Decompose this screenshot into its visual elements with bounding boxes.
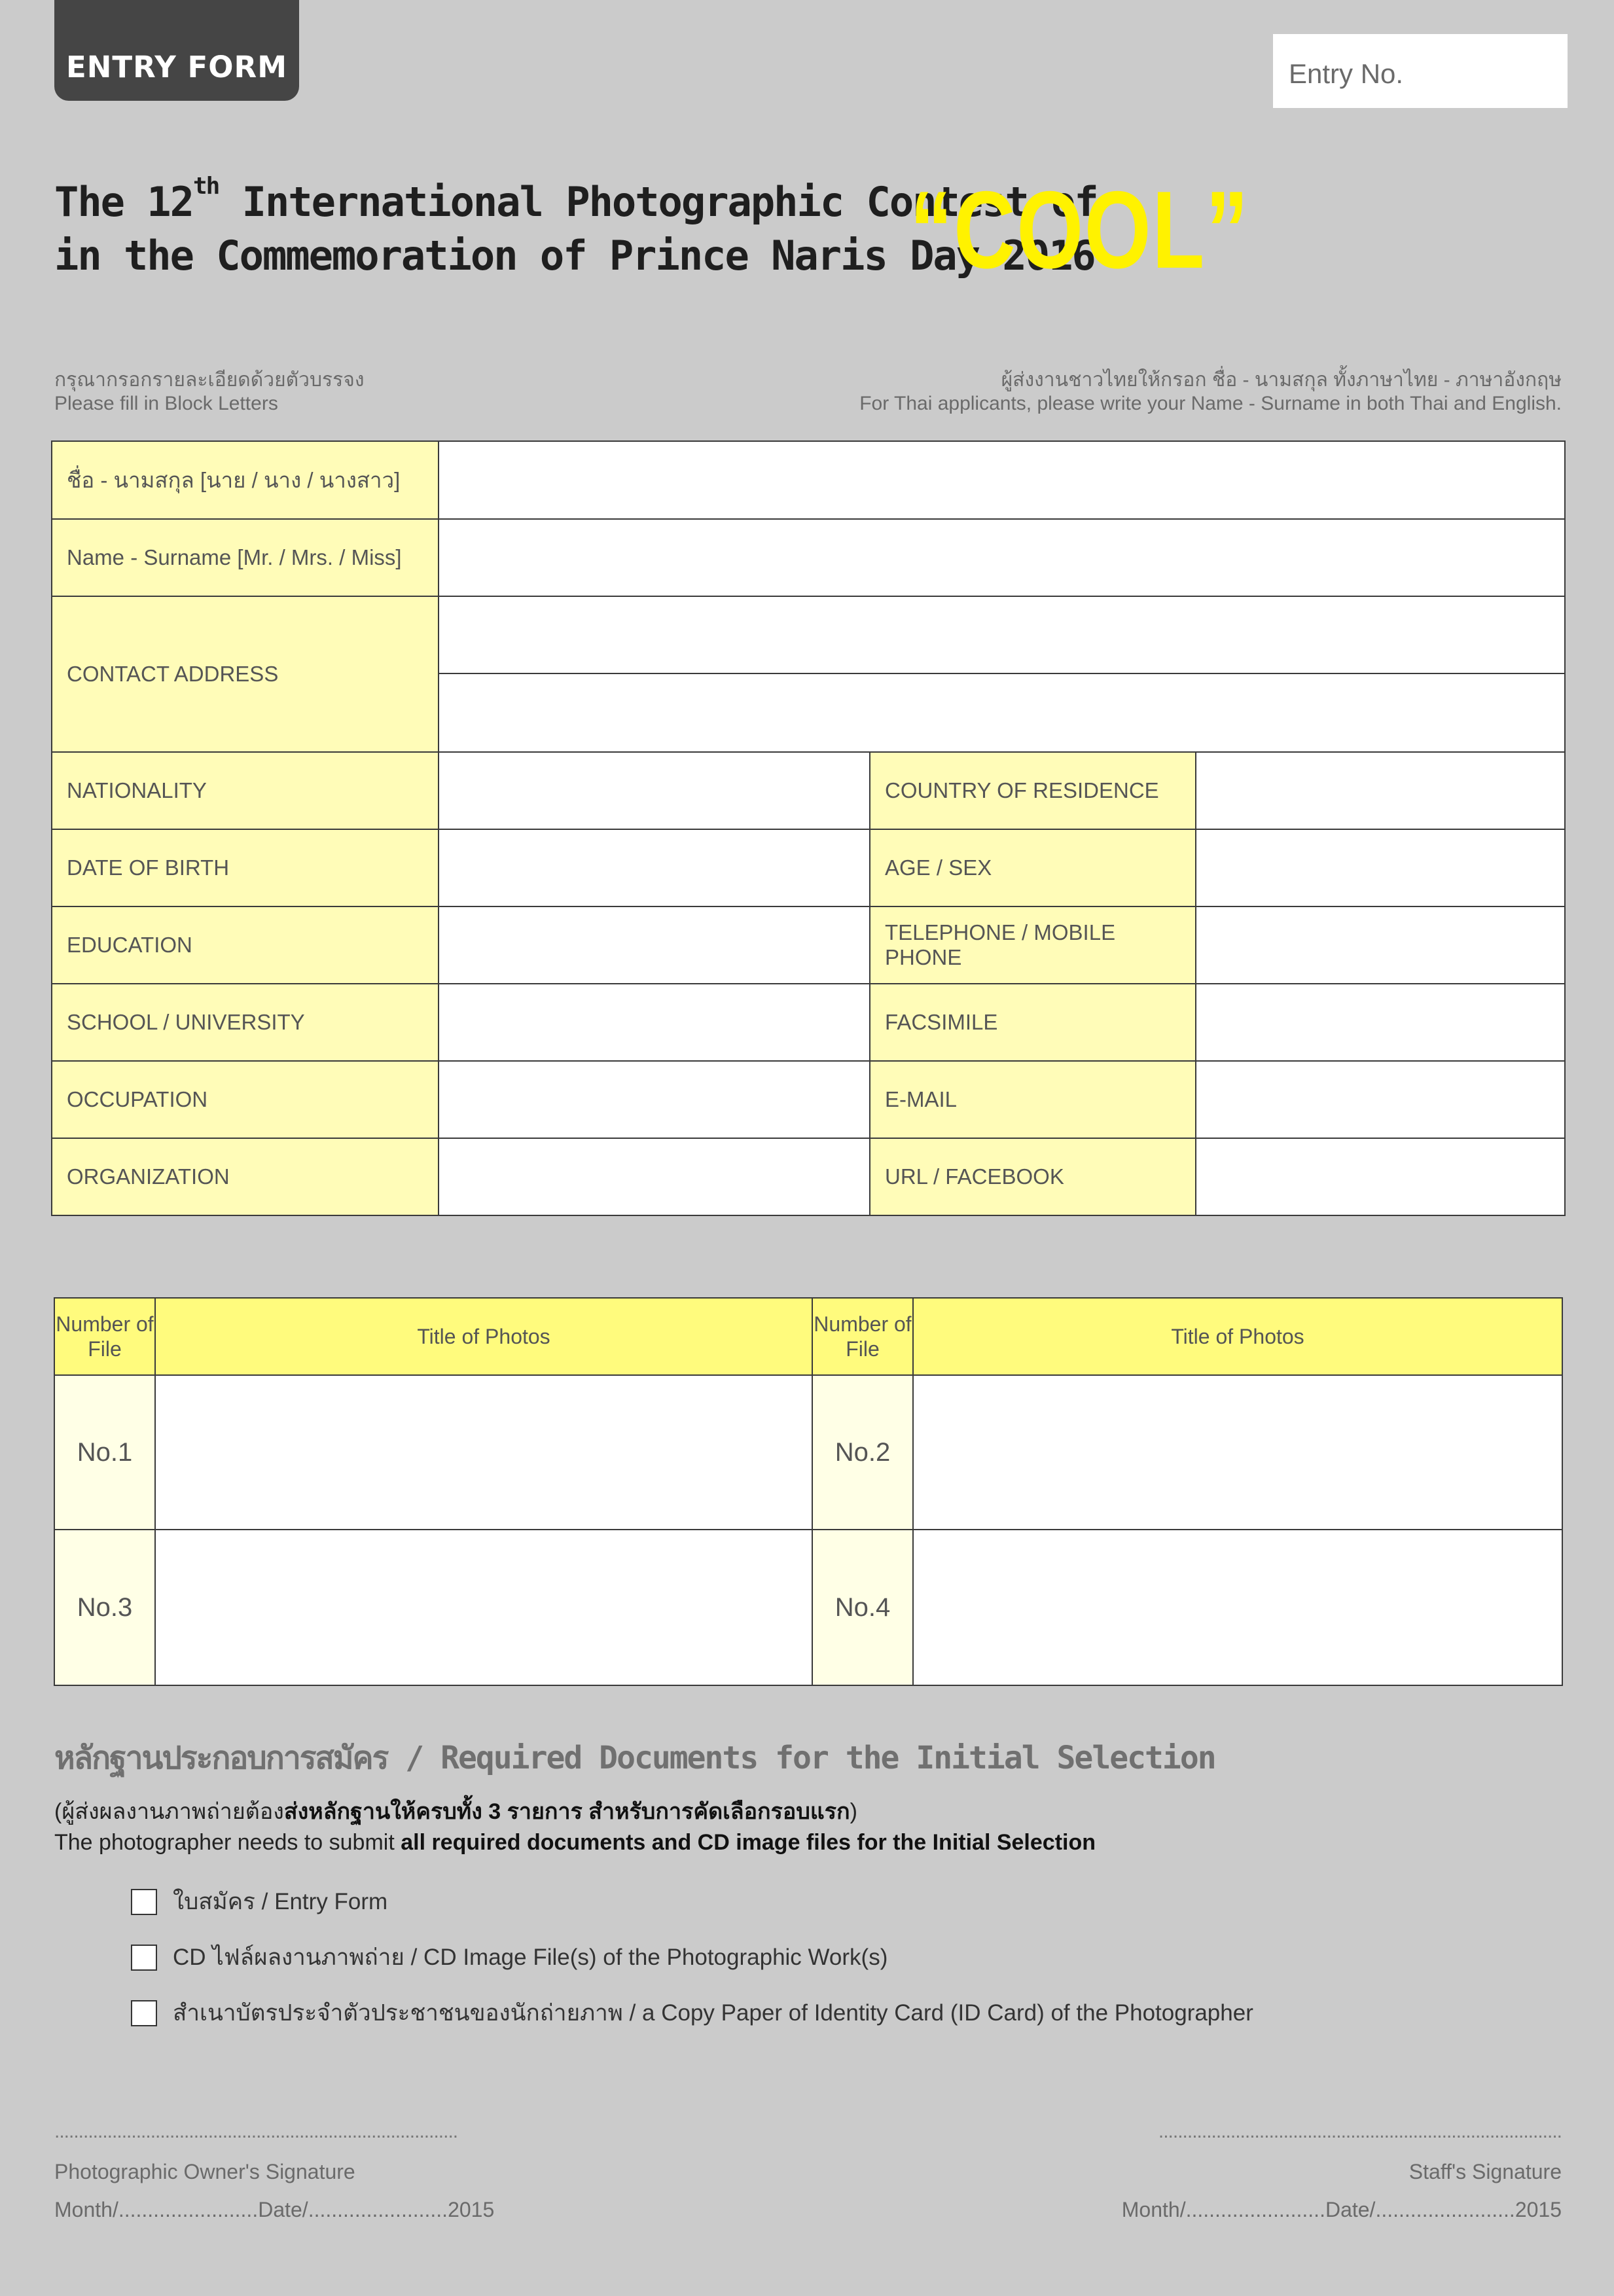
note-left-en: Please fill in Block Letters — [54, 393, 278, 414]
photo-title-4-input[interactable] — [914, 1530, 1562, 1685]
required-thai-note — [54, 1793, 857, 1829]
checklist-item-cd-files[interactable] — [131, 1939, 888, 1975]
country-of-residence-field[interactable] — [1195, 751, 1566, 830]
title-header-2: Title of Photos — [912, 1297, 1563, 1376]
country-of-residence-label: COUNTRY OF RESIDENCE — [869, 751, 1196, 830]
organization-field[interactable] — [438, 1138, 870, 1216]
occupation-input[interactable] — [439, 1062, 869, 1138]
photo-title-1-field[interactable] — [154, 1374, 813, 1530]
required-thai-post: ) — [850, 1799, 857, 1824]
photo-title-3-input[interactable] — [156, 1530, 812, 1685]
url-facebook-label: URL / FACEBOOK — [869, 1138, 1196, 1216]
staff-signature-line[interactable]: .................................................................................... — [1158, 2121, 1562, 2142]
contact-address-field-1[interactable] — [438, 596, 1566, 674]
photo-no-1: No.1 — [54, 1374, 156, 1530]
required-en-note — [54, 1830, 1096, 1856]
required-thai-pre: (ผู้ส่งผลงานภาพถ่ายต้อง — [54, 1799, 284, 1824]
entry-form-tab — [54, 0, 299, 101]
age-sex-label: AGE / SEX — [869, 829, 1196, 907]
title-line-1-post: International Photographic Contest of — [219, 178, 1098, 226]
photo-no-4: No.4 — [812, 1529, 914, 1686]
number-header-2: Number of File — [812, 1297, 914, 1376]
note-right-thai: ผู้ส่งงานชาวไทยให้กรอก ชื่อ - นามสกุล ทั้งภาษาไทย - ภาษาอังกฤษ — [1001, 369, 1562, 391]
required-docs-title: หลักฐานประกอบการสมัคร / Required Documents for the Initial Selection — [54, 1740, 1215, 1776]
title-line-1-sup: th — [192, 173, 219, 200]
title-line-2: in the Commemoration of Prince Naris Day 2016 — [54, 232, 1095, 279]
number-header-1: Number of File — [54, 1297, 156, 1376]
note-right-en: For Thai applicants, please write your Name - Surname in both Thai and English. — [859, 393, 1562, 414]
telephone-mobile-phone-input[interactable] — [1196, 907, 1564, 983]
entry-no-label: Entry No. — [1289, 58, 1404, 89]
name-en-field[interactable] — [438, 518, 1566, 597]
checkbox-cd-files[interactable] — [131, 1945, 157, 1971]
occupation-label: OCCUPATION — [51, 1060, 439, 1139]
url-facebook-input[interactable] — [1196, 1139, 1564, 1215]
checkbox-id-card[interactable] — [131, 2000, 157, 2026]
education-input[interactable] — [439, 907, 869, 983]
date-of-birth-field[interactable] — [438, 829, 870, 907]
contact-address-input-2[interactable] — [439, 674, 1564, 751]
name-thai-input[interactable] — [439, 442, 1564, 518]
photo-title-2-field[interactable] — [912, 1374, 1563, 1530]
required-en-pre: The photographer needs to submit — [54, 1830, 401, 1855]
owner-signature-label: Photographic Owner's Signature — [54, 2160, 355, 2183]
name-en-input[interactable] — [439, 520, 1564, 596]
staff-date-line[interactable]: Month/........................Date/........................2015 — [1121, 2198, 1562, 2221]
telephone-mobile-phone-label: TELEPHONE / MOBILE PHONE — [869, 906, 1196, 984]
telephone-mobile-phone-field[interactable] — [1195, 906, 1566, 984]
checkbox-entry-form[interactable] — [131, 1889, 157, 1915]
country-of-residence-input[interactable] — [1196, 753, 1564, 829]
entry-form-tab-label: ENTRY FORM — [66, 49, 287, 84]
facsimile-input[interactable] — [1196, 984, 1564, 1060]
date-of-birth-input[interactable] — [439, 830, 869, 906]
school-university-input[interactable] — [439, 984, 869, 1060]
occupation-field[interactable] — [438, 1060, 870, 1139]
checklist-item-entry-form[interactable] — [131, 1884, 387, 1920]
title-header-1: Title of Photos — [154, 1297, 813, 1376]
e-mail-input[interactable] — [1196, 1062, 1564, 1138]
note-left-thai: กรุณากรอกรายละเอียดด้วยตัวบรรจง — [54, 369, 365, 391]
organization-label: ORGANIZATION — [51, 1138, 439, 1216]
contact-address-label: CONTACT ADDRESS — [51, 596, 439, 753]
education-label: EDUCATION — [51, 906, 439, 984]
organization-input[interactable] — [439, 1139, 869, 1215]
entry-no-box[interactable] — [1273, 34, 1568, 108]
name-en-label: Name - Surname [Mr. / Mrs. / Miss] — [51, 518, 439, 597]
checklist-label-cd-files: CD ไฟล์ผลงานภาพถ่าย / CD Image File(s) of the Photographic Work(s) — [173, 1945, 888, 1970]
nationality-input[interactable] — [439, 753, 869, 829]
title-line-1-pre: The 12 — [54, 178, 193, 226]
name-thai-field[interactable] — [438, 440, 1566, 520]
photo-no-3: No.3 — [54, 1529, 156, 1686]
e-mail-field[interactable] — [1195, 1060, 1566, 1139]
school-university-label: SCHOOL / UNIVERSITY — [51, 983, 439, 1062]
staff-signature-label: Staff's Signature — [1408, 2160, 1562, 2183]
contact-address-input-1[interactable] — [439, 597, 1564, 673]
owner-signature-line[interactable]: .................................................................................... — [54, 2121, 458, 2142]
contact-address-field-2[interactable] — [438, 673, 1566, 753]
age-sex-input[interactable] — [1196, 830, 1564, 906]
photo-no-2: No.2 — [812, 1374, 914, 1530]
checklist-label-id-card: สำเนาบัตรประจำตัวประชาชนของนักถ่ายภาพ / a Copy Paper of Identity Card (ID Card) of the Photographer — [173, 2000, 1253, 2026]
photo-title-2-input[interactable] — [914, 1376, 1562, 1529]
age-sex-field[interactable] — [1195, 829, 1566, 907]
nationality-field[interactable] — [438, 751, 870, 830]
photo-title-4-field[interactable] — [912, 1529, 1563, 1686]
title-highlight: “COOL” — [910, 168, 1249, 291]
checklist-label-entry-form: ใบสมัคร / Entry Form — [173, 1889, 388, 1914]
education-field[interactable] — [438, 906, 870, 984]
facsimile-field[interactable] — [1195, 983, 1566, 1062]
required-thai-bold: ส่งหลักฐานให้ครบทั้ง 3 รายการ สำหรับการคัดเลือกรอบแรก — [283, 1799, 850, 1824]
owner-date-line[interactable]: Month/........................Date/........................2015 — [54, 2198, 495, 2221]
checklist-item-id-card[interactable] — [131, 1995, 1253, 2031]
nationality-label: NATIONALITY — [51, 751, 439, 830]
name-thai-label: ชื่อ - นามสกุล [นาย / นาง / นางสาว] — [51, 440, 439, 520]
photo-title-3-field[interactable] — [154, 1529, 813, 1686]
facsimile-label: FACSIMILE — [869, 983, 1196, 1062]
e-mail-label: E-MAIL — [869, 1060, 1196, 1139]
school-university-field[interactable] — [438, 983, 870, 1062]
date-of-birth-label: DATE OF BIRTH — [51, 829, 439, 907]
photo-title-1-input[interactable] — [156, 1376, 812, 1529]
required-en-bold: all required documents and CD image files for the Initial Selection — [401, 1830, 1096, 1855]
url-facebook-field[interactable] — [1195, 1138, 1566, 1216]
